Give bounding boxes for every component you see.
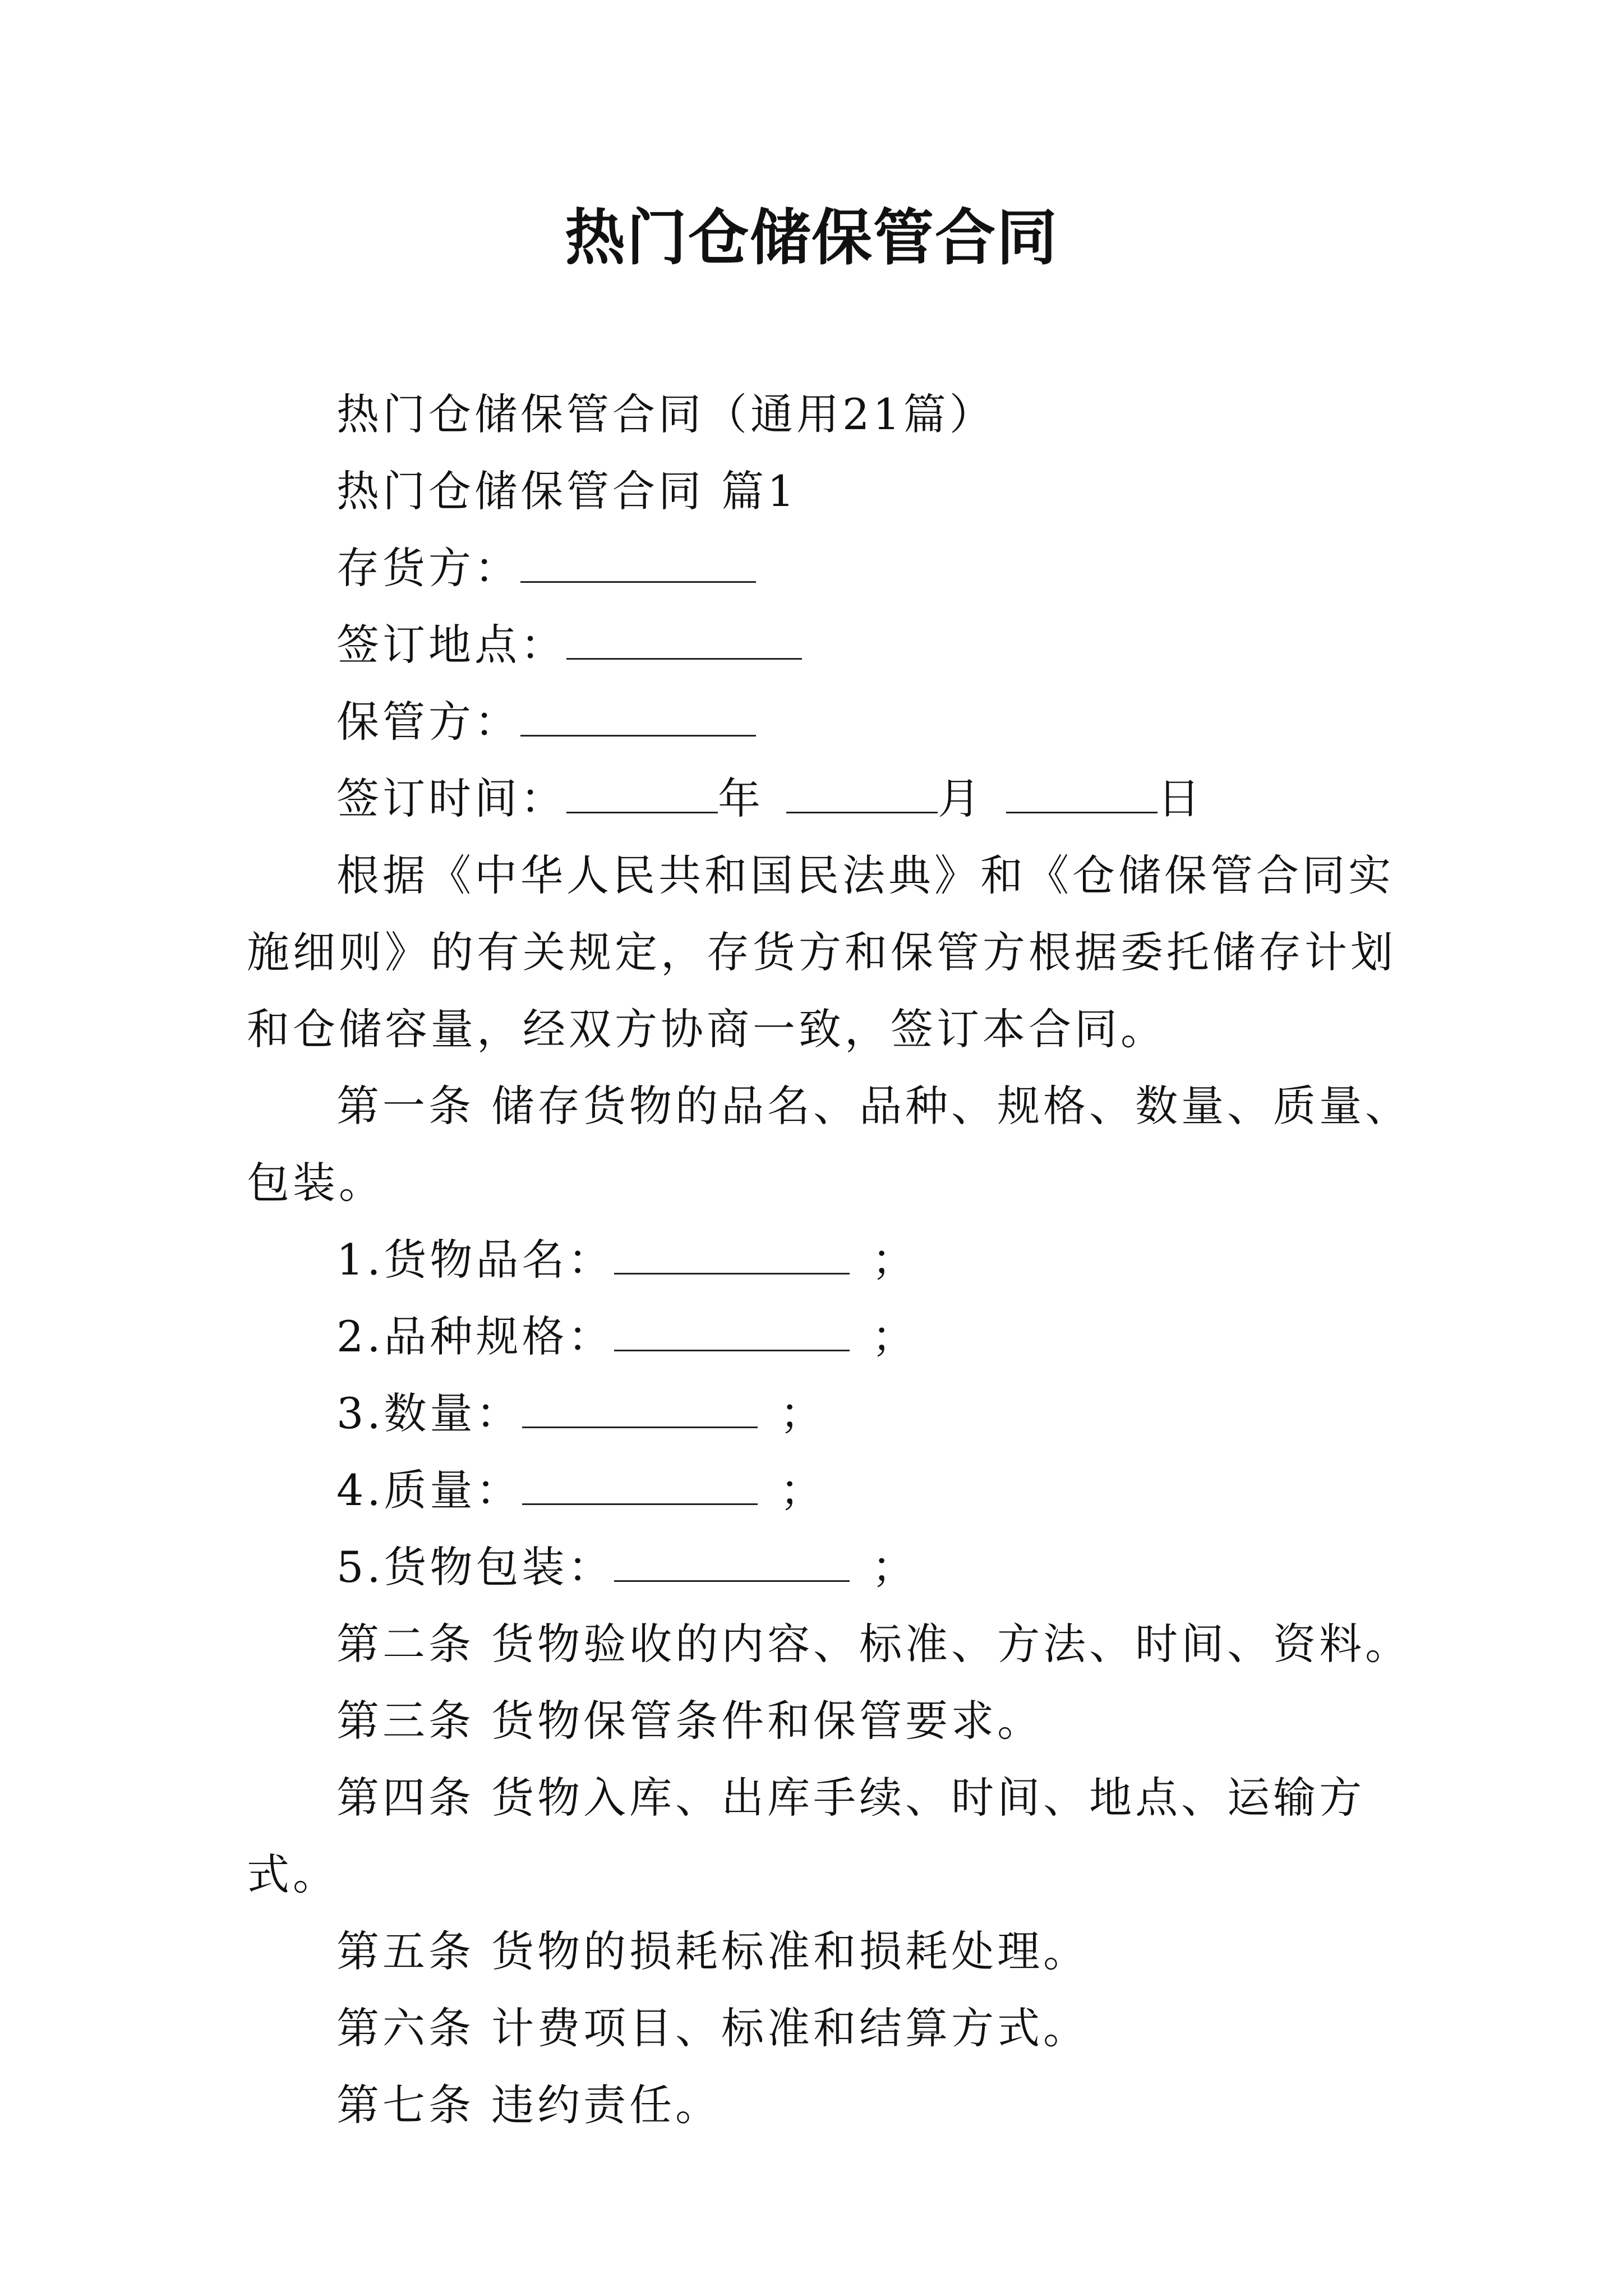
document-title: 热门仓储保管合同: [564, 203, 1058, 273]
item-label: 1.货物品名：: [336, 1235, 614, 1285]
day-label: 日: [1158, 774, 1204, 823]
part-heading: 热门仓储保管合同 篇1: [336, 466, 798, 516]
depositor-line: [247, 530, 1413, 606]
article-5: 第五条 货物的损耗标准和损耗处理。: [336, 1926, 1090, 1976]
sign-time-line: [247, 760, 1413, 837]
year-blank: [566, 771, 718, 813]
item-blank: [522, 1463, 758, 1505]
item-blank: [522, 1386, 758, 1428]
article-7: 第七条 违约责任。: [336, 2080, 722, 2130]
depositor-label: 存货方：: [336, 543, 520, 593]
article-2: 第二条 货物验收的内容、标准、方法、时间、资料。: [336, 1619, 1412, 1669]
custodian-label: 保管方：: [336, 697, 520, 747]
item-end: ；: [872, 1542, 918, 1592]
sign-place-label: 签订地点：: [336, 620, 566, 670]
article-6: 第六条 计费项目、标准和结算方式。: [336, 2003, 1090, 2053]
document-body: [247, 376, 1413, 2143]
article-1: 第一条 储存货物的品名、品种、规格、数量、质量、包装。: [247, 1081, 1412, 1208]
item-label: 4.质量：: [336, 1465, 522, 1515]
item-label: 5.货物包装：: [336, 1542, 614, 1592]
item-blank: [614, 1540, 850, 1582]
sign-place-blank: [566, 618, 802, 660]
custodian-blank: [520, 694, 756, 737]
year-label: 年: [718, 774, 764, 823]
item-end: ；: [780, 1465, 826, 1515]
month-label: 月: [938, 774, 984, 823]
item-line: [247, 1452, 1413, 1529]
item-line: [247, 1529, 1413, 1605]
item-line: [247, 1298, 1413, 1375]
article-4: 第四条 货物入库、出库手续、时间、地点、运输方式。: [247, 1773, 1366, 1899]
item-end: ；: [872, 1312, 918, 1361]
item-end: ；: [780, 1388, 826, 1438]
article-3: 第三条 货物保管条件和保管要求。: [336, 1696, 1044, 1746]
depositor-blank: [520, 541, 756, 583]
item-end: ；: [872, 1235, 918, 1285]
item-blank: [614, 1232, 850, 1274]
item-line: [247, 1375, 1413, 1452]
subtitle: 热门仓储保管合同（通用21篇）: [336, 389, 995, 439]
item-label: 2.品种规格：: [336, 1312, 614, 1361]
item-line: [247, 1221, 1413, 1298]
day-blank: [1006, 771, 1158, 813]
custodian-line: [247, 683, 1413, 760]
item-blank: [614, 1309, 850, 1351]
intro-paragraph: 根据《中华人民共和国民法典》和《仓储保管合同实施细则》的有关规定，存货方和保管方根据委托储存计划和仓储容量，经双方协商一致，签订本合同。: [247, 850, 1396, 1054]
month-blank: [786, 771, 938, 813]
sign-place-line: [247, 606, 1413, 683]
sign-time-label: 签订时间：: [336, 774, 566, 823]
item-label: 3.数量：: [336, 1388, 522, 1438]
